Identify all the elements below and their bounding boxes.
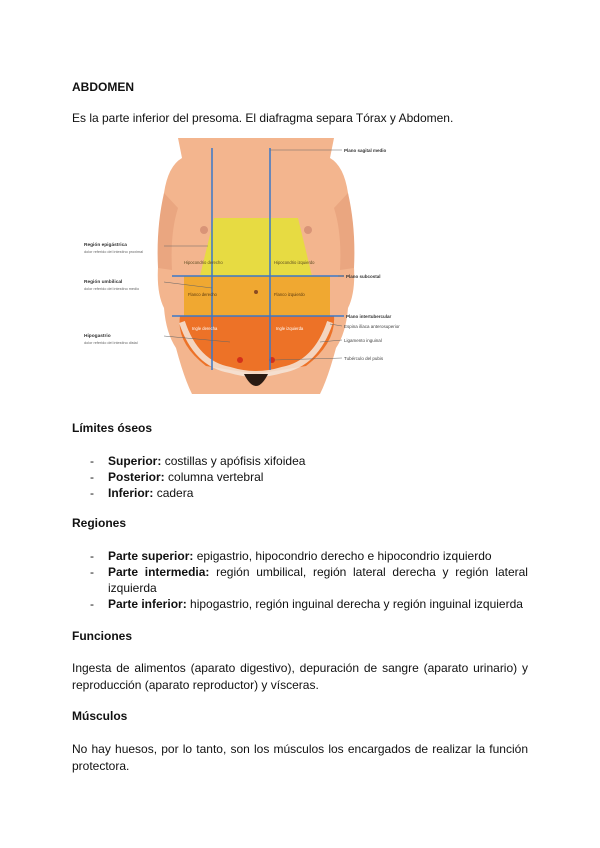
list-item: - Parte superior: epigastrio, hipocondrio derecho e hipocondrio izquierdo xyxy=(90,549,492,563)
pubic-tubercle-left xyxy=(237,357,243,363)
label-region-umbilical: Región umbilical xyxy=(84,280,123,285)
label-hipocondrio-derecho: Hipocondrio derecho xyxy=(184,260,223,265)
label-ingle-izquierda: Ingle izquierda xyxy=(276,326,304,331)
list-item: - Parte inferior: hipogastrio, región inguinal derecha y región inguinal izquierda xyxy=(90,597,523,611)
label-region-epigastrica-sub: dolor referido del intestino proximal xyxy=(84,250,144,254)
page-title: ABDOMEN xyxy=(72,80,134,94)
list-item: - Superior: costillas y apófisis xifoidea xyxy=(90,454,306,468)
heading-musculos: Músculos xyxy=(72,709,128,723)
label-hipogastrio: Hipogastrio xyxy=(84,334,111,339)
intro-paragraph: Es la parte inferior del presoma. El diafragma separa Tórax y Abdomen. xyxy=(72,111,454,125)
list-item: - Posterior: columna vertebral xyxy=(90,470,264,484)
paragraph-funciones: Ingesta de alimentos (aparato digestivo), depuración de sangre (aparato urinario) y reproducción (aparato reproductor) y vísceras. xyxy=(72,661,528,692)
upper-region-area xyxy=(200,218,312,276)
label-region-epigastrica: Región epigástrica xyxy=(84,243,127,248)
list-regiones xyxy=(72,548,528,612)
list-item: - Inferior: cadera xyxy=(90,486,194,500)
label-flanco-izquierdo: Flanco izquierdo xyxy=(274,292,305,297)
paragraph-musculos: No hay huesos, por lo tanto, son los músculos los encargados de realizar la función protectora. xyxy=(72,742,528,773)
label-plano-subcostal: Plano subcostal xyxy=(346,274,381,279)
label-hipocondrio-izquierdo: Hipocondrio izquierdo xyxy=(274,260,315,265)
label-plano-intertubercular: Plano intertubercular xyxy=(346,314,392,319)
heading-funciones: Funciones xyxy=(72,629,133,643)
label-region-umbilical-sub: dolor referido del intestino medio xyxy=(84,287,140,291)
label-espina-iliaca: Espina ilíaca anterosuperior xyxy=(344,324,400,329)
label-plano-sagital: Plano sagital medio xyxy=(344,148,387,153)
list-limites xyxy=(72,453,528,501)
heading-limites: Límites óseos xyxy=(72,421,153,435)
abdomen-regions-figure xyxy=(80,138,420,398)
label-hipogastrio-sub: dolor referido del intestino distal xyxy=(84,341,138,345)
label-ingle-derecha: Ingle derecha xyxy=(192,326,218,331)
label-tuberculo-pubis: Tubérculo del pubis xyxy=(344,356,384,361)
list-item: - Parte intermedia: región umbilical, región lateral derecha y región lateral izquierda xyxy=(90,565,528,595)
navel xyxy=(254,290,258,294)
heading-regiones: Regiones xyxy=(72,516,127,530)
label-flanco-derecho: Flanco derecho xyxy=(188,292,217,297)
label-ligamento-inguinal: Ligamento inguinal xyxy=(344,338,382,343)
